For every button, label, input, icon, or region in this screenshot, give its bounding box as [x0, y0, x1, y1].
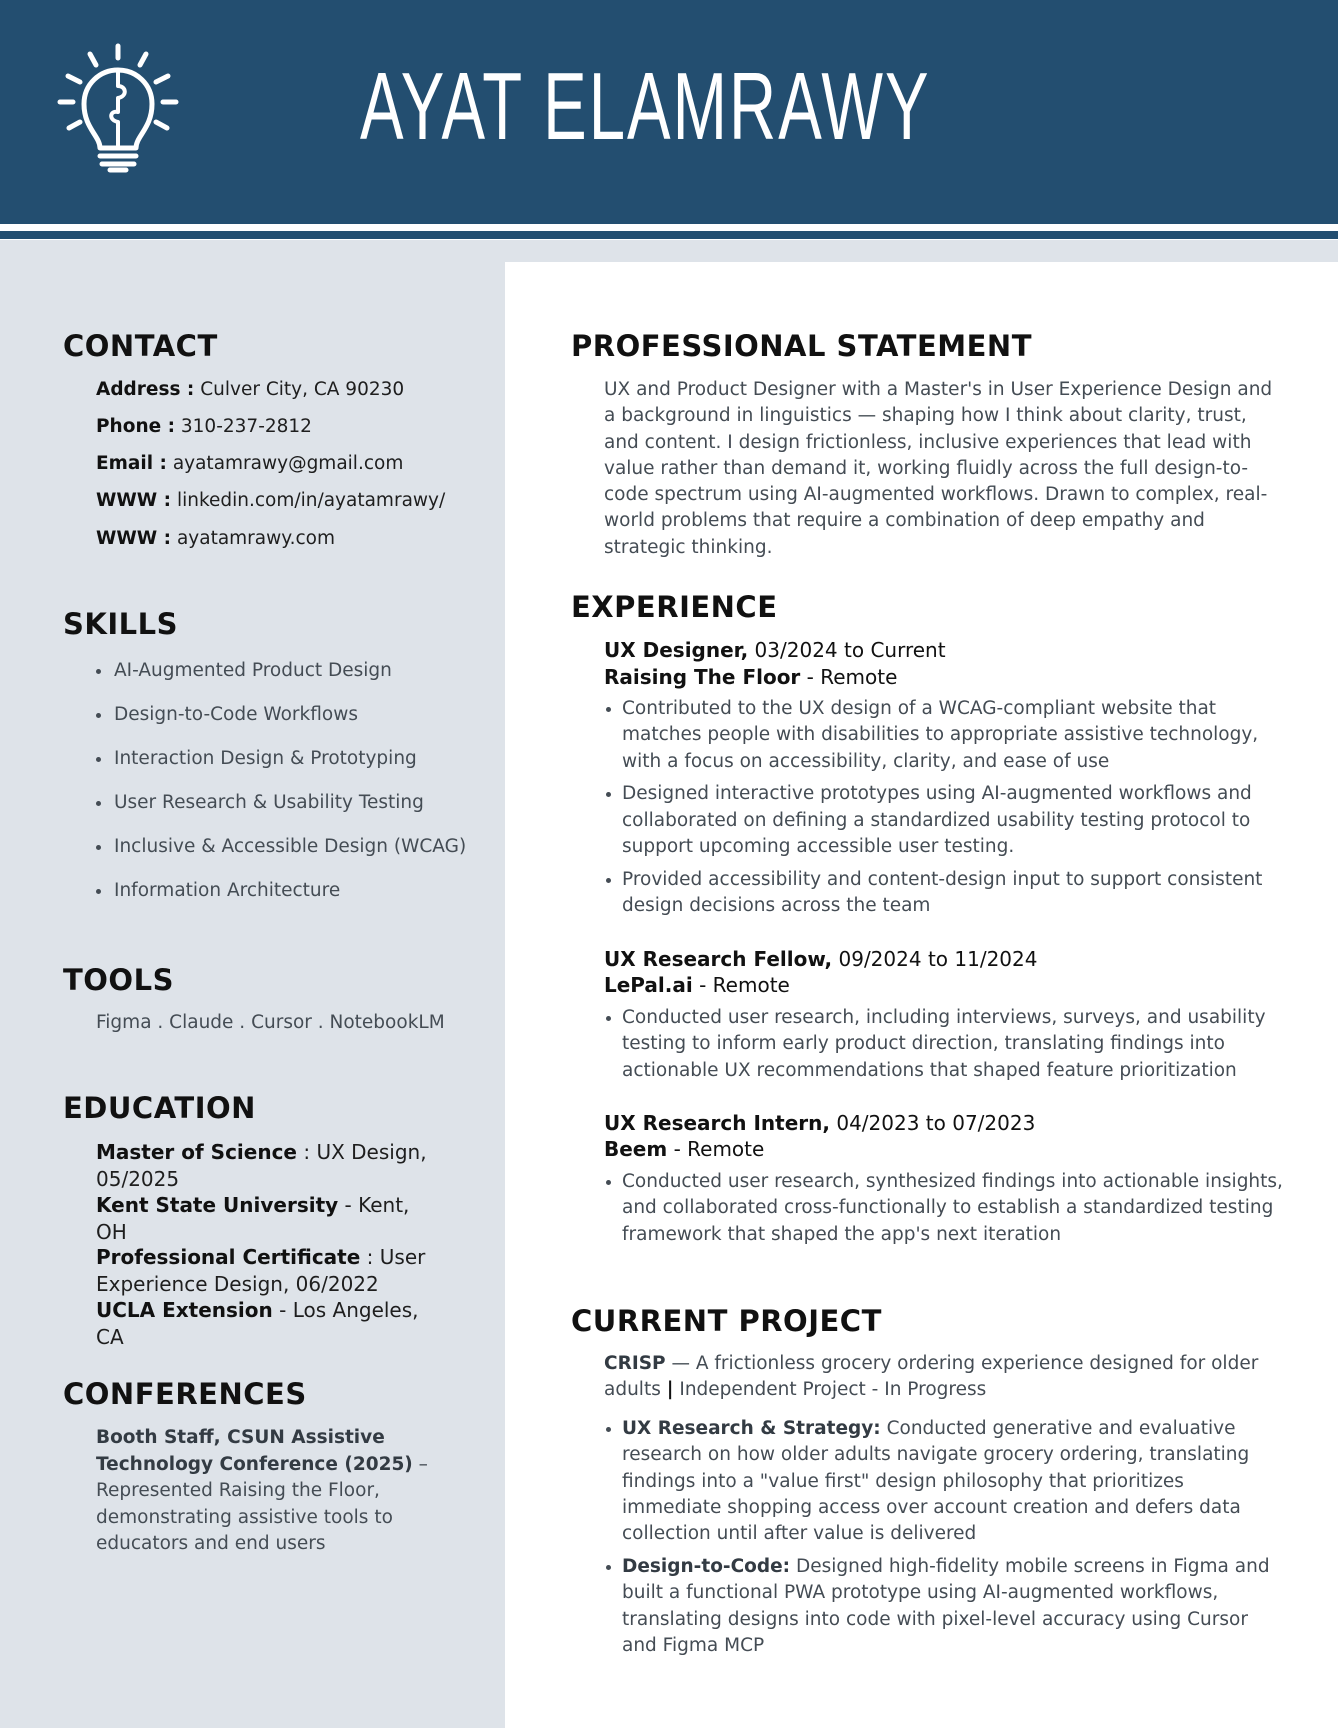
list-item: Design-to-Code Workflows — [96, 702, 466, 746]
list-item: Information Architecture — [96, 878, 466, 922]
job-bullets — [604, 1005, 1284, 1090]
job-bullets — [604, 1169, 1284, 1254]
experience-heading: EXPERIENCE — [571, 590, 778, 624]
list-item: Interaction Design & Prototyping — [96, 746, 466, 790]
list-item: Design-to-Code: Designed high-fidelity mobile screens in Figma and built a functional PWA prototype using AI-augmented workflows, translating designs into code with pixel-level accuracy using Cursor and Figma MCP — [604, 1554, 1284, 1659]
education-heading: EDUCATION — [63, 1091, 256, 1125]
job-company: LePal.ai - Remote — [604, 973, 790, 997]
tools-heading: TOOLS — [63, 963, 174, 997]
lightbulb-puzzle-icon — [56, 40, 180, 176]
contact-linkedin[interactable]: WWW : linkedin.com/in/ayatamrawy/ — [96, 490, 446, 511]
tools-list: Figma . Claude . Cursor . NotebookLM — [96, 1012, 445, 1033]
statement-text: UX and Product Designer with a Master's in User Experience Design and a background in linguistics — shaping how I think about clarity, trust, and content. I design frictionless, inclusive experiences that lead with value rather than demand it, working fluidly across the full design-to-code spectrum using AI-augmented workflows. Drawn to complex, real-world problems that require a combination of deep empathy and strategic thinking. — [604, 379, 1273, 558]
contact-website[interactable]: WWW : ayatamrawy.com — [96, 528, 335, 549]
candidate-name: AYAT ELAMRAWY — [360, 53, 931, 160]
job-title: UX Research Fellow, 09/2024 to 11/2024 — [604, 947, 1038, 971]
statement-heading: PROFESSIONAL STATEMENT — [571, 329, 1032, 363]
list-item: UX Research & Strategy: Conducted generative and evaluative research on how older adults navigate grocery ordering, translating findings into a "value first" design philosophy that prioritizes immediate shopping access over account creation and defers data collection until after value is delivered — [604, 1416, 1284, 1547]
skills-heading: SKILLS — [63, 607, 178, 641]
job-company: Raising The Floor - Remote — [604, 665, 898, 689]
list-item: Conducted user research, including interviews, surveys, and usability testing to inform early product direction, translating findings into actionable UX recommendations that shaped feature prioritization — [604, 1005, 1284, 1084]
project-heading: CURRENT PROJECT — [571, 1304, 882, 1338]
list-item: Conducted user research, synthesized findings into actionable insights, and collaborated cross-functionally to establish a standardized testing framework that shaped the app's next iteration — [604, 1169, 1284, 1248]
education-entry: Master of Science : UX Design, 05/2025 Kent State University - Kent, OH — [96, 1140, 427, 1244]
project-bullets — [604, 1416, 1284, 1666]
content-top-band — [505, 240, 1338, 262]
header-divider — [0, 231, 1338, 239]
contact-heading: CONTACT — [63, 329, 218, 363]
contact-email[interactable]: Email : ayatamrawy@gmail.com — [96, 453, 404, 474]
list-item: Inclusive & Accessible Design (WCAG) — [96, 834, 466, 878]
skills-list — [96, 658, 466, 922]
conferences-heading: CONFERENCES — [63, 1377, 307, 1411]
job-title: UX Designer, 03/2024 to Current — [604, 638, 946, 662]
job-company: Beem - Remote — [604, 1137, 765, 1161]
contact-address: Address : Culver City, CA 90230 — [96, 379, 405, 400]
job-bullets — [604, 696, 1284, 926]
job-title: UX Research Intern, 04/2023 to 07/2023 — [604, 1111, 1036, 1135]
conference-entry: Booth Staff, CSUN Assistive Technology Conference (2025) – Represented Raising the Floor, demonstrating assistive tools to educators and end users — [96, 1427, 428, 1554]
list-item: Designed interactive prototypes using AI-augmented workflows and collaborated on defining a standardized usability testing protocol to support upcoming accessible user testing. — [604, 781, 1284, 860]
list-item: Contributed to the UX design of a WCAG-compliant website that matches people with disabilities to appropriate assistive technology, with a focus on accessibility, clarity, and ease of use — [604, 696, 1284, 775]
education-entry: Professional Certificate : User Experience Design, 06/2022 UCLA Extension - Los Angeles, CA — [96, 1245, 426, 1349]
project-intro: CRISP — A frictionless grocery ordering experience designed for older adults | Independent Project - In Progress — [604, 1353, 1259, 1401]
contact-phone: Phone : 310-237-2812 — [96, 416, 312, 437]
list-item: Provided accessibility and content-design input to support consistent design decisions across the team — [604, 867, 1284, 920]
header-banner — [0, 0, 1338, 224]
list-item: AI-Augmented Product Design — [96, 658, 466, 702]
list-item: User Research & Usability Testing — [96, 790, 466, 834]
